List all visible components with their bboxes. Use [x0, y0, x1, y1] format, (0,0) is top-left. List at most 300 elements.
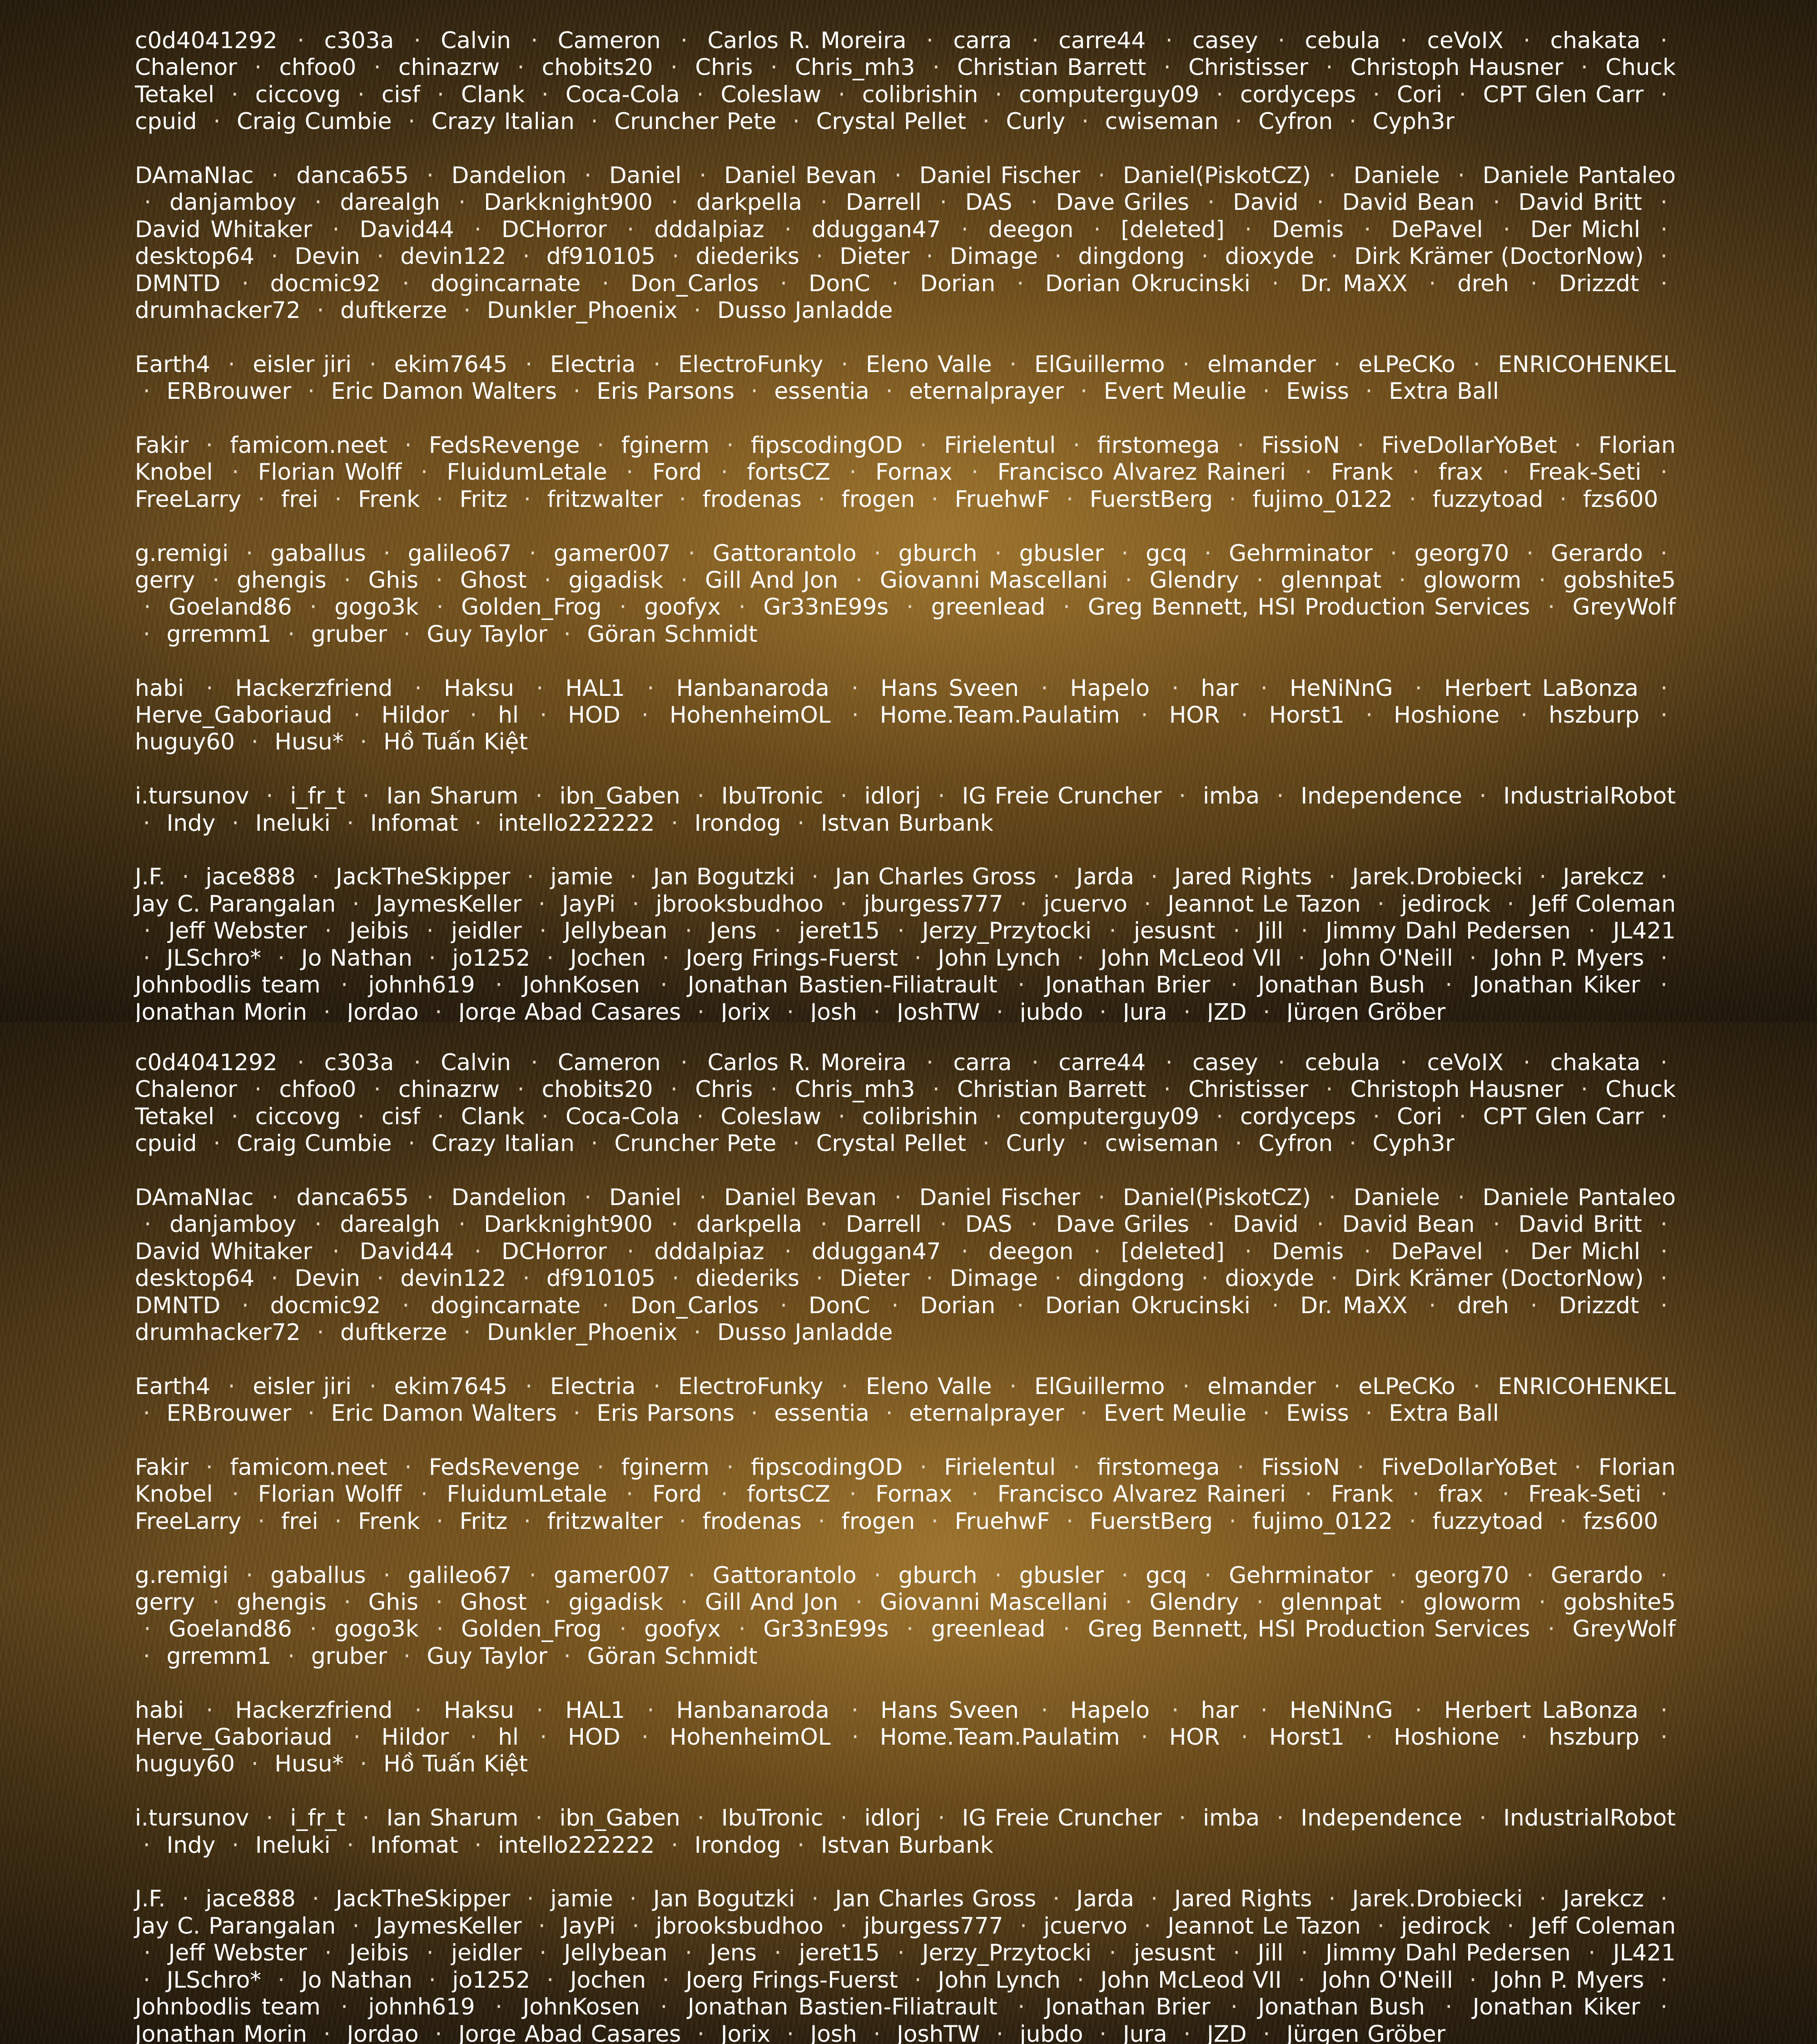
- contributor-name: hl: [498, 1724, 519, 1750]
- contributor-name: Dunkler_Phoenix: [487, 1319, 677, 1345]
- name-separator: ·: [688, 540, 695, 566]
- name-separator: ·: [787, 999, 794, 1022]
- name-separator: ·: [278, 945, 285, 971]
- name-separator: ·: [1330, 1265, 1338, 1291]
- contributor-name: Daniel(PiskotCZ): [1123, 162, 1311, 189]
- contributor-name: Infomat: [370, 1832, 458, 1858]
- name-separator: ·: [474, 810, 482, 836]
- name-separator: ·: [564, 621, 571, 647]
- name-separator: ·: [369, 351, 377, 377]
- name-separator: ·: [641, 702, 649, 728]
- contributor-name: jbrooksbudhoo: [656, 891, 824, 917]
- name-separator: ·: [1272, 270, 1279, 297]
- name-separator: ·: [206, 1697, 213, 1723]
- name-separator: ·: [914, 945, 922, 971]
- name-separator: ·: [312, 1885, 319, 1912]
- name-separator: ·: [437, 81, 444, 108]
- name-separator: ·: [751, 1400, 758, 1426]
- contributor-name: johnh619: [368, 972, 475, 998]
- contributor-name: ERBrouwer: [167, 1400, 292, 1426]
- contributor-name: Cyph3r: [1373, 108, 1455, 134]
- contributor-name: Curly: [1006, 108, 1066, 134]
- name-separator: ·: [820, 1211, 828, 1237]
- name-separator: ·: [403, 621, 411, 647]
- contributor-name: fipscodingOD: [751, 1454, 903, 1480]
- name-separator: ·: [1099, 999, 1107, 1022]
- name-separator: ·: [630, 863, 637, 890]
- name-separator: ·: [360, 729, 367, 755]
- name-separator: ·: [874, 1562, 881, 1588]
- contributor-name: darkpella: [696, 1211, 802, 1237]
- contributor-name: Dimage: [950, 243, 1038, 269]
- contributor-name: Jonathan Brier: [1045, 1994, 1211, 2020]
- contributor-name: jedirock: [1401, 891, 1490, 917]
- contributor-name: Jura: [1123, 999, 1167, 1022]
- contributor-name: essentia: [774, 1400, 869, 1426]
- contributor-name: Herbert LaBonza: [1444, 1697, 1638, 1723]
- name-separator: ·: [811, 863, 819, 890]
- contributor-name: Devin: [294, 243, 360, 269]
- contributor-name: Dorian: [920, 270, 995, 297]
- name-separator: ·: [421, 459, 428, 485]
- contributor-name: Giovanni Mascellani: [880, 567, 1108, 593]
- name-separator: ·: [1526, 1562, 1534, 1588]
- contributor-name: Daniel Bevan: [724, 1184, 877, 1211]
- name-separator: ·: [143, 945, 150, 971]
- name-separator: ·: [685, 1940, 692, 1966]
- contributor-name: dduggan47: [812, 216, 941, 243]
- name-separator: ·: [427, 918, 434, 944]
- name-separator: ·: [1109, 918, 1117, 944]
- contributor-name: Glendry: [1150, 1589, 1239, 1615]
- contributor-name: Jeibis: [349, 918, 409, 944]
- contributor-name: Crazy Italian: [432, 108, 575, 134]
- name-separator: ·: [1179, 783, 1186, 809]
- contributor-name: ekim7645: [394, 1373, 508, 1399]
- name-separator: ·: [436, 1589, 443, 1615]
- name-separator: ·: [1098, 1184, 1105, 1211]
- name-separator: ·: [541, 81, 549, 108]
- contributor-name: ENRICOHENKEL: [1498, 351, 1676, 377]
- name-separator: ·: [1241, 702, 1248, 728]
- name-separator: ·: [310, 1616, 317, 1642]
- contributor-name: Chuck Tetakel: [135, 1076, 1676, 1129]
- name-separator: ·: [144, 1940, 151, 1966]
- name-separator: ·: [1349, 108, 1356, 134]
- name-separator: ·: [940, 1211, 947, 1237]
- name-separator: ·: [540, 702, 547, 728]
- name-separator: ·: [840, 1805, 848, 1831]
- contributor-name: Johnbodlis team: [135, 1994, 321, 2020]
- contributor-name: famicom.neet: [230, 432, 387, 458]
- contributor-name: eisler jiri: [253, 351, 352, 377]
- name-separator: ·: [1278, 1049, 1285, 1076]
- name-separator: ·: [597, 1454, 604, 1480]
- contributor-name: gamer007: [554, 540, 671, 566]
- name-separator: ·: [429, 945, 436, 971]
- name-separator: ·: [688, 1562, 695, 1588]
- contributor-name: intello222222: [498, 810, 655, 836]
- name-separator: ·: [1204, 1562, 1211, 1588]
- name-separator: ·: [1330, 243, 1338, 269]
- name-separator: ·: [347, 810, 354, 836]
- name-separator: ·: [793, 108, 800, 134]
- contributor-name: Hoshione: [1394, 1724, 1499, 1750]
- name-separator: ·: [408, 108, 415, 134]
- contributor-name: Hapelo: [1070, 1697, 1150, 1723]
- name-separator: ·: [1216, 81, 1223, 108]
- name-separator: ·: [770, 1076, 778, 1102]
- name-separator: ·: [995, 540, 1002, 566]
- contributor-name: essentia: [774, 378, 869, 404]
- name-separator: ·: [143, 1832, 150, 1858]
- contributor-name: Crystal Pellet: [816, 108, 966, 134]
- contributor-name: dddalpiaz: [654, 1238, 764, 1265]
- contributor-name: gobshite5: [1563, 567, 1676, 593]
- contributor-name: Frenk: [358, 486, 420, 512]
- contributor-name: [deleted]: [1121, 1238, 1225, 1265]
- contributor-name: duftkerze: [340, 1319, 447, 1345]
- contributor-name: Josh: [810, 2021, 857, 2044]
- name-separator: ·: [926, 243, 933, 269]
- contributor-name: dioxyde: [1225, 243, 1314, 269]
- name-separator: ·: [523, 243, 530, 269]
- name-separator: ·: [531, 27, 538, 54]
- contributor-name: Darrell: [846, 1211, 922, 1237]
- name-separator: ·: [317, 1319, 324, 1345]
- name-separator: ·: [1520, 1724, 1528, 1750]
- contributor-name: Dorian: [920, 1292, 995, 1319]
- name-separator: ·: [242, 270, 249, 297]
- contributor-name: Calvin: [441, 1049, 511, 1076]
- name-separator: ·: [1365, 1724, 1373, 1750]
- contributor-name: devin122: [400, 243, 506, 269]
- contributor-name: dingdong: [1078, 243, 1185, 269]
- name-separator: ·: [1201, 1265, 1208, 1291]
- contributor-name: Infomat: [370, 810, 458, 836]
- name-separator: ·: [1093, 216, 1101, 243]
- name-separator: ·: [1523, 1049, 1530, 1076]
- name-separator: ·: [1263, 378, 1270, 404]
- name-separator: ·: [144, 594, 151, 620]
- name-separator: ·: [892, 1292, 899, 1319]
- name-separator: ·: [1377, 1913, 1385, 1939]
- name-separator: ·: [995, 81, 1002, 108]
- contributor-name: frodenas: [702, 1508, 802, 1534]
- contributor-name: Daniel(PiskotCZ): [1123, 1184, 1311, 1211]
- contributor-name: Electria: [550, 351, 635, 377]
- name-separator: ·: [838, 81, 845, 108]
- contributor-name: David Bean: [1342, 189, 1475, 215]
- name-separator: ·: [1559, 486, 1567, 512]
- name-separator: ·: [1151, 863, 1158, 890]
- contributor-name: cpuid: [135, 108, 197, 134]
- contributor-name: Goeland86: [169, 1616, 292, 1642]
- name-separator: ·: [852, 702, 859, 728]
- contributor-name: gogo3k: [334, 1616, 418, 1642]
- name-separator: ·: [1073, 1454, 1080, 1480]
- contributor-name: i_fr_t: [290, 1805, 346, 1831]
- name-separator: ·: [495, 972, 502, 998]
- name-separator: ·: [1073, 432, 1080, 458]
- name-separator: ·: [1660, 1292, 1668, 1319]
- name-separator: ·: [926, 1265, 933, 1291]
- name-separator: ·: [143, 1643, 150, 1669]
- name-separator: ·: [458, 1211, 466, 1237]
- contributor-name: jburgess777: [864, 1913, 1003, 1939]
- contributor-name: huguy60: [135, 1751, 235, 1777]
- contributor-name: Clank: [461, 81, 525, 108]
- contributor-name: Ewiss: [1286, 1400, 1349, 1426]
- contributor-name: Joerg Frings-Fuerst: [686, 1967, 898, 1993]
- contributor-name: Haksu: [444, 1697, 514, 1723]
- name-separator: ·: [232, 459, 239, 485]
- contributor-name: Clank: [461, 1103, 525, 1130]
- contributor-name: Chris_mh3: [795, 1076, 915, 1102]
- name-separator: ·: [436, 486, 443, 512]
- contributor-name: FuerstBerg: [1090, 486, 1213, 512]
- contributor-name: Der Michl: [1530, 1238, 1640, 1265]
- name-separator: ·: [602, 1292, 609, 1319]
- contributor-name: i.tursunov: [135, 1805, 249, 1831]
- name-separator: ·: [1305, 1481, 1312, 1507]
- contributor-name: Guy Taylor: [427, 1643, 547, 1669]
- name-separator: ·: [231, 81, 238, 108]
- contributor-name: Cori: [1397, 81, 1442, 108]
- name-separator: ·: [619, 594, 626, 620]
- contributor-name: g.remigi: [135, 1562, 228, 1588]
- contributor-name: gburch: [899, 1562, 978, 1588]
- contributor-name: jcuervo: [1043, 891, 1127, 917]
- name-separator: ·: [1445, 1994, 1452, 2020]
- contributor-name: FiveDollarYoBet: [1381, 1454, 1557, 1480]
- name-separator: ·: [1660, 27, 1668, 54]
- name-separator: ·: [671, 810, 678, 836]
- name-separator: ·: [1660, 540, 1668, 566]
- contributor-name: Jo Nathan: [301, 1967, 412, 1993]
- contributor-name: Husu*: [275, 729, 344, 755]
- contributor-name: darealgh: [340, 1211, 440, 1237]
- name-separator: ·: [1082, 1130, 1089, 1156]
- contributor-name: Crazy Italian: [432, 1130, 575, 1156]
- contributor-name: i.tursunov: [135, 783, 249, 809]
- contributor-name: Cyph3r: [1373, 1130, 1455, 1156]
- contributor-name: Chris_mh3: [795, 54, 915, 80]
- contributor-name: ciccovg: [255, 1103, 341, 1130]
- contributor-name: fzs600: [1583, 486, 1658, 512]
- contributor-name: Indy: [167, 810, 216, 836]
- name-separator: ·: [529, 1562, 536, 1588]
- contributor-name: JLSchro*: [167, 945, 262, 971]
- contributor-name: jamie: [551, 863, 613, 890]
- contributor-name: Dr. MaXX: [1300, 270, 1407, 297]
- contributor-name: ceVoIX: [1427, 27, 1504, 54]
- name-separator: ·: [278, 1967, 285, 1993]
- name-separator: ·: [436, 567, 443, 593]
- contributor-name: har: [1201, 675, 1238, 701]
- contributor-name: galileo67: [408, 540, 512, 566]
- name-separator: ·: [539, 918, 546, 944]
- contributor-name: Jared Rights: [1174, 1885, 1312, 1912]
- contributor-name: DMNTD: [135, 270, 220, 297]
- name-separator: ·: [369, 1373, 377, 1399]
- name-separator: ·: [353, 1724, 361, 1750]
- name-separator: ·: [1020, 891, 1027, 917]
- name-separator: ·: [377, 1265, 384, 1291]
- contributor-name: ENRICOHENKEL: [1498, 1373, 1676, 1399]
- contributor-name: Jonathan Brier: [1045, 972, 1211, 998]
- contributor-name: Francisco Alvarez Raineri: [998, 1481, 1286, 1507]
- name-separator: ·: [1164, 54, 1171, 80]
- contributor-name: computerguy09: [1019, 81, 1199, 108]
- name-separator: ·: [627, 216, 634, 243]
- name-separator: ·: [653, 1373, 660, 1399]
- name-separator: ·: [564, 1643, 571, 1669]
- name-separator: ·: [1412, 459, 1420, 485]
- contributor-name: Crystal Pellet: [816, 1130, 966, 1156]
- contributor-name: jbrooksbudhoo: [656, 1913, 824, 1939]
- name-separator: ·: [1166, 27, 1173, 54]
- name-separator: ·: [341, 1994, 348, 2020]
- contributor-name: DePavel: [1391, 216, 1483, 243]
- contributor-name: Freak-Seti: [1528, 1481, 1641, 1507]
- contributor-name: FruehwF: [955, 486, 1050, 512]
- contributor-name: J.F.: [135, 863, 165, 890]
- name-separator: ·: [1144, 891, 1151, 917]
- contributor-name: frei: [281, 1508, 318, 1534]
- name-separator: ·: [1066, 486, 1073, 512]
- name-separator: ·: [144, 918, 151, 944]
- contributor-name: gloworm: [1423, 1589, 1521, 1615]
- contributor-name: chakata: [1550, 1049, 1641, 1076]
- name-separator: ·: [288, 621, 295, 647]
- contributor-name: Jonathan Bush: [1258, 1994, 1425, 2020]
- name-separator: ·: [1241, 1724, 1248, 1750]
- name-separator: ·: [873, 999, 880, 1022]
- contributor-name: jo1252: [452, 945, 531, 971]
- contributor-name: fginerm: [621, 1454, 710, 1480]
- contributor-name: darkpella: [696, 189, 802, 215]
- name-separator: ·: [143, 810, 150, 836]
- contributor-name: Daniele: [1354, 162, 1440, 189]
- name-separator: ·: [1235, 1130, 1242, 1156]
- contributor-name: gruber: [311, 1643, 387, 1669]
- name-separator: ·: [1272, 1292, 1279, 1319]
- name-separator: ·: [840, 783, 848, 809]
- name-separator: ·: [679, 1508, 686, 1534]
- name-separator: ·: [414, 1049, 421, 1076]
- contributor-name: chfoo0: [279, 1076, 356, 1102]
- contributor-name: Dave Griles: [1056, 1211, 1189, 1237]
- contributor-name: Ghis: [368, 1589, 418, 1615]
- name-separator: ·: [653, 351, 660, 377]
- name-separator: ·: [271, 162, 278, 189]
- name-separator: ·: [739, 1616, 746, 1642]
- name-separator: ·: [1660, 243, 1668, 269]
- contributor-name: Indy: [167, 1832, 216, 1858]
- contributor-name: ciccovg: [255, 81, 341, 108]
- name-separator: ·: [527, 863, 534, 890]
- contributor-name: Jordao: [347, 999, 419, 1022]
- name-separator: ·: [1032, 27, 1039, 54]
- contributor-name: Ineluki: [255, 810, 331, 836]
- name-separator: ·: [1201, 243, 1208, 269]
- name-separator: ·: [1539, 1885, 1547, 1912]
- name-separator: ·: [680, 27, 688, 54]
- name-separator: ·: [662, 945, 670, 971]
- contributor-name: ElGuillermo: [1034, 1373, 1165, 1399]
- name-separator: ·: [182, 863, 189, 890]
- contributor-name: Drizzdt: [1559, 1292, 1639, 1319]
- contributor-name: Chuck Tetakel: [135, 54, 1676, 107]
- name-separator: ·: [1660, 945, 1668, 971]
- contributor-name: Jill: [1258, 918, 1283, 944]
- contributor-name: Jarekcz: [1563, 863, 1644, 890]
- name-separator: ·: [402, 270, 409, 297]
- contributor-name: ERBrouwer: [167, 378, 292, 404]
- contributor-name: Hapelo: [1070, 675, 1150, 701]
- name-separator: ·: [1052, 1885, 1060, 1912]
- name-separator: ·: [1503, 216, 1510, 243]
- name-separator: ·: [573, 378, 581, 404]
- contributor-name: Jens: [710, 918, 756, 944]
- name-separator: ·: [1151, 1885, 1158, 1912]
- name-separator: ·: [1507, 891, 1514, 917]
- contributor-name: Firielentul: [944, 1454, 1056, 1480]
- name-separator: ·: [383, 540, 391, 566]
- name-separator: ·: [1539, 1589, 1546, 1615]
- contributor-name: carra: [953, 27, 1012, 54]
- contributor-name: FluidumLetale: [447, 1481, 607, 1507]
- contributor-name: dreh: [1457, 1292, 1509, 1319]
- name-separator: ·: [1660, 1211, 1668, 1237]
- contributor-name: df910105: [546, 1265, 655, 1291]
- name-separator: ·: [1520, 702, 1528, 728]
- name-separator: ·: [851, 1697, 859, 1723]
- contributor-name: Extra Ball: [1389, 1400, 1499, 1426]
- contributor-name: Firielentul: [944, 432, 1056, 458]
- name-separator: ·: [1179, 1805, 1186, 1831]
- name-separator: ·: [1080, 378, 1087, 404]
- contributor-name: Giovanni Mascellani: [880, 1589, 1108, 1615]
- name-separator: ·: [271, 243, 278, 269]
- name-separator: ·: [647, 675, 654, 701]
- name-separator: ·: [271, 1265, 278, 1291]
- contributor-name: FedsRevenge: [429, 432, 580, 458]
- contributor-name: Haksu: [444, 675, 514, 701]
- name-separator: ·: [1390, 1562, 1397, 1588]
- contributor-name: Jo Nathan: [301, 945, 412, 971]
- contributor-name: habi: [135, 1697, 184, 1723]
- contributor-name: HeNiNnG: [1290, 1697, 1393, 1723]
- contributor-name: drumhacker72: [135, 297, 301, 323]
- contributor-name: J.F.: [135, 1885, 165, 1912]
- name-separator: ·: [793, 1130, 800, 1156]
- name-separator: ·: [1183, 2021, 1191, 2044]
- name-separator: ·: [1660, 1967, 1668, 1993]
- contributor-name: Hans Sveen: [880, 1697, 1019, 1723]
- contributor-name: gobshite5: [1563, 1589, 1676, 1615]
- contributor-name: Darkknight900: [484, 1211, 653, 1237]
- name-separator: ·: [1256, 567, 1264, 593]
- contributor-name: Dorian Okrucinski: [1045, 270, 1251, 297]
- contributor-name: Jeannot Le Tazon: [1167, 1913, 1360, 1939]
- name-separator: ·: [1493, 189, 1500, 215]
- name-separator: ·: [1660, 702, 1668, 728]
- name-separator: ·: [933, 1076, 940, 1102]
- name-separator: ·: [1493, 1211, 1500, 1237]
- name-separator: ·: [1207, 1211, 1215, 1237]
